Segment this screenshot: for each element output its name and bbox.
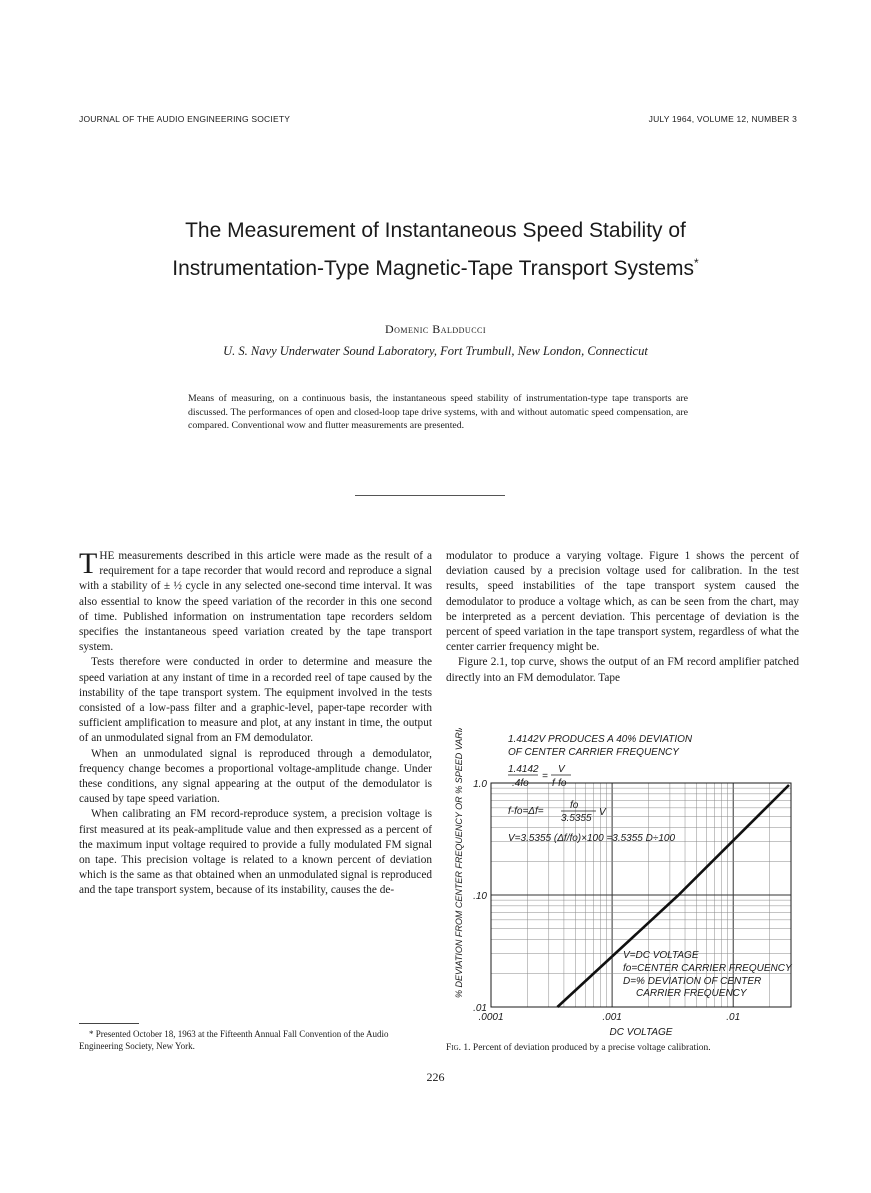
eq1-right-denominator: f-fo: [552, 778, 567, 789]
legend-item-4: CARRIER FREQUENCY: [636, 988, 747, 999]
eq2-numerator: fo: [570, 800, 579, 811]
paragraph-6: Figure 2.1, top curve, shows the output of an FM record amplifier patched directly into an FM demodulator. Tape: [446, 656, 799, 684]
eq2-left: f-fo=Δf=: [508, 806, 544, 817]
eq1-equals: =: [542, 771, 548, 782]
caption-text: Percent of deviation produced by a precise voltage calibration.: [472, 1043, 711, 1053]
caption-label: Fig. 1.: [446, 1043, 471, 1053]
eq1-right-numerator: V: [558, 764, 565, 775]
y-tick-label: 1.0: [473, 779, 487, 790]
author-name: Domenic Baldducci: [384, 322, 487, 336]
legend-item-3: D=% DEVIATION OF CENTER: [623, 976, 762, 987]
body-column-left: [79, 549, 432, 899]
page-number: 226: [426, 1070, 445, 1084]
article-title: [0, 214, 871, 285]
footnote-rule: [79, 1023, 139, 1024]
paragraph-3: When an unmodulated signal is reproduced through a demodulator, frequency change becomes a proportional voltage-amplitude change. Under these conditions, any signal appearing at the output of the demodulator is caused by tape speed variation.: [79, 747, 432, 806]
running-head-issue: JULY 1964, VOLUME 12, NUMBER 3: [648, 114, 797, 124]
title-line-2: Instrumentation-Type Magnetic-Tape Transport Systems*: [172, 256, 699, 280]
x-tick-label: .001: [602, 1012, 622, 1023]
y-tick-label: .01: [473, 1003, 487, 1014]
eq2-denominator: 3.5355: [561, 813, 592, 824]
x-tick-label: .0001: [478, 1012, 504, 1023]
paragraph-1: THE measurements described in this article were made as the result of a requirement for a tape recorder that would record and reproduce a signal with a stability of ± ½ cycle in any selected one-second time interval. It was also essential to know the speed variation of the recorder in this one second of time. Published information on instrumentation tape recorders seldom specifies the instantaneous speed variation created by the tape transport system.: [79, 547, 432, 654]
x-tick-label: .01: [726, 1012, 741, 1023]
chart-header-2: OF CENTER CARRIER FREQUENCY: [508, 747, 679, 758]
equation-3: V=3.5355 (Δf/fo)×100 =3.5355 D÷100: [508, 833, 676, 844]
paragraph-5: modulator to produce a varying voltage. Figure 1 shows the percent of deviation caused by a precision voltage used for calibration. In the test results, speed instabilities of the tape transport system caused the demodulator to produce a voltage which, as can be seen from the chart, may be interpreted as a percent deviation. This percentage of deviation is the percent of speed variation in the tape transport system, regardless of what the center carrier frequency might be.: [446, 550, 799, 654]
paragraph-2: Tests therefore were conducted in order to determine and measure the speed variation at any instant of time in a recorded reel of tape caused by the instability of the tape transport system. The equipment involved in the tests consisted of a low-pass filter and a graphic-level, paper-tape recorder with sufficient amplification to measure and plot, at any instant in time, the output of an unmodulated signal from an FM demodulator.: [79, 656, 432, 745]
eq1-numerator: 1.4142: [508, 764, 539, 775]
footnote: * Presented October 18, 1963 at the Fifteenth Annual Fall Convention of the Audio Engineering Society, New York.: [79, 1029, 389, 1051]
y-axis-label: % DEVIATION FROM CENTER FREQUENCY OR % SPEED VARIATION: [454, 728, 464, 998]
figure-caption: [446, 1043, 816, 1053]
title-line-1: The Measurement of Instantaneous Speed Stability of: [185, 219, 686, 242]
legend-item-2: fo=CENTER CARRIER FREQUENCY: [623, 963, 792, 974]
equation-2: [508, 800, 607, 824]
body-column-right: [446, 549, 799, 686]
paragraph-4: When calibrating an FM record-reproduce system, a precision voltage is first measured at its peak-amplitude value and then expressed as a percent of the maximum input voltage required to provide a fully modulated FM signal on tape. This precision voltage is related to a known percent of deviation which is the same as that obtained when an unmodulated signal is reproduced and the tape transport system, because of its instability, causes the de-: [79, 808, 432, 897]
equation-1: [508, 764, 571, 789]
x-axis-label: DC VOLTAGE: [609, 1027, 673, 1038]
title-footnote-mark: *: [694, 256, 699, 270]
deviation-chart: [446, 728, 806, 1040]
legend-item-1: V=DC VOLTAGE: [623, 950, 699, 961]
running-head-journal: JOURNAL OF THE AUDIO ENGINEERING SOCIETY: [79, 114, 291, 124]
eq2-v: V: [599, 807, 606, 818]
figure-1: [446, 728, 806, 1045]
section-divider: [355, 495, 505, 496]
chart-header-1: 1.4142V PRODUCES A 40% DEVIATION: [508, 734, 693, 745]
abstract: Means of measuring, on a continuous basis, the instantaneous speed stability of instrumentation-type tape transports are discussed. The performances of open and closed-loop tape drive systems, with and without automatic speed compensation, are compared. Conventional wow and flutter measurements are presented.: [188, 393, 688, 431]
drop-cap: T: [79, 547, 98, 580]
eq1-denominator: .4fo: [512, 778, 529, 789]
author-affiliation: U. S. Navy Underwater Sound Laboratory, Fort Trumbull, New London, Connecticut: [223, 344, 648, 358]
y-tick-label: .10: [473, 891, 487, 902]
